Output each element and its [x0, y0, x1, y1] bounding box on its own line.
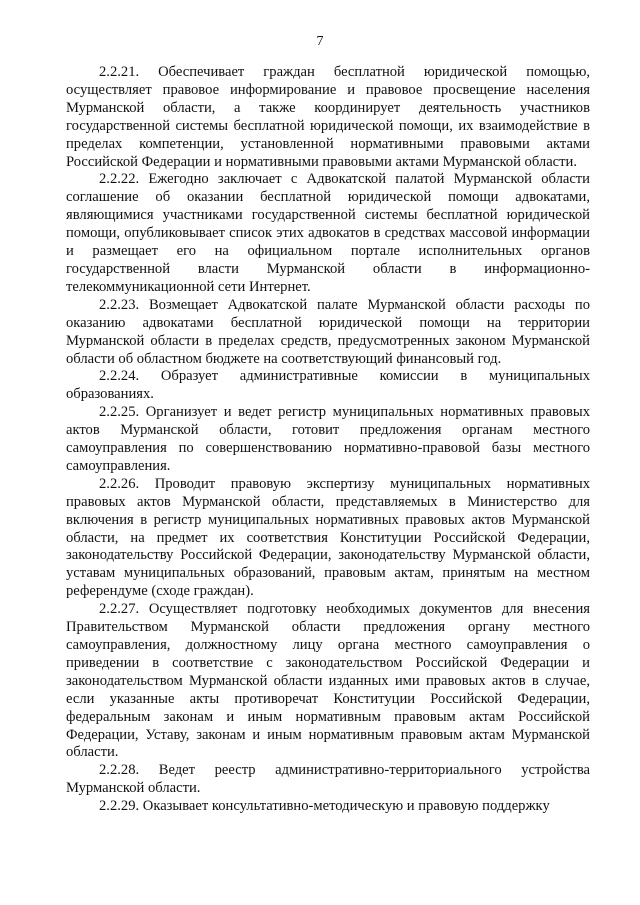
paragraph-2-2-21: 2.2.21. Обеспечивает граждан бесплатной юридической помощью, осуществляет правовое информирование и правовое просвещение населения Мурманской области, а также координирует деятельность участников государственной системы бесплатной юридической помощи, их взаимодействие в пределах компетенции, установленной нормативными правовыми актами Российской Федерации и нормативными правовыми актами Мурманской области. — [66, 64, 590, 170]
paragraph-2-2-25: 2.2.25. Организует и ведет регистр муниципальных нормативных правовых актов Мурманской области, готовит предложения органам местного самоуправления по совершенствованию нормативно-правовой базы местного самоуправления. — [66, 404, 590, 474]
paragraph-2-2-29: 2.2.29. Оказывает консультативно-методическую и правовую поддержку — [99, 798, 550, 815]
paragraph-2-2-27: 2.2.27. Осуществляет подготовку необходимых документов для внесения Правительством Мурманской области предложения органу местного самоуправления, должностному лицу органа местного самоуправления о приведении в соответствие с законодательством Российской Федерации и законодательством Мурманской области изданных ими правовых актов в случае, если указанные акты противоречат Конституции Российской Федерации, федеральным законам и иным нормативным правовым актам Российской Федерации, Уставу, законам и иным нормативным правовым актам Мурманской области. — [66, 601, 590, 761]
paragraph-2-2-26: 2.2.26. Проводит правовую экспертизу муниципальных нормативных правовых актов Мурманской области, представляемых в Министерство для включения в регистр муниципальных нормативных правовых актов Мурманской области, на предмет их соответствия Конституции Российской Федерации, законодательству Российской Федерации, законодательству Мурманской области, уставам муниципальных образований, правовым актам, принятым на местном референдуме (сходе граждан). — [66, 475, 590, 600]
paragraph-2-2-24: 2.2.24. Образует административные комиссии в муниципальных образованиях. — [66, 368, 590, 403]
paragraph-2-2-23: 2.2.23. Возмещает Адвокатской палате Мурманской области расходы по оказанию адвокатами бесплатной юридической помощи на территории Мурманской области в пределах средств, предусмотренных законом Мурманской области об областном бюджете на соответствующий финансовый год. — [66, 296, 590, 367]
paragraph-2-2-28: 2.2.28. Ведет реестр административно-территориального устройства Мурманской области. — [66, 762, 590, 797]
page-number: 7 — [316, 34, 324, 49]
document-body — [66, 64, 590, 816]
paragraph-2-2-22: 2.2.22. Ежегодно заключает с Адвокатской палатой Мурманской области соглашение об оказании бесплатной юридической помощи адвокатами, являющимися участниками государственной системы бесплатной юридической помощи, опубликовывает список этих адвокатов в средствах массовой информации и размещает его на официальном портале исполнительных органов государственной власти Мурманской области в информационно-телекоммуникационной сети Интернет. — [66, 171, 590, 295]
